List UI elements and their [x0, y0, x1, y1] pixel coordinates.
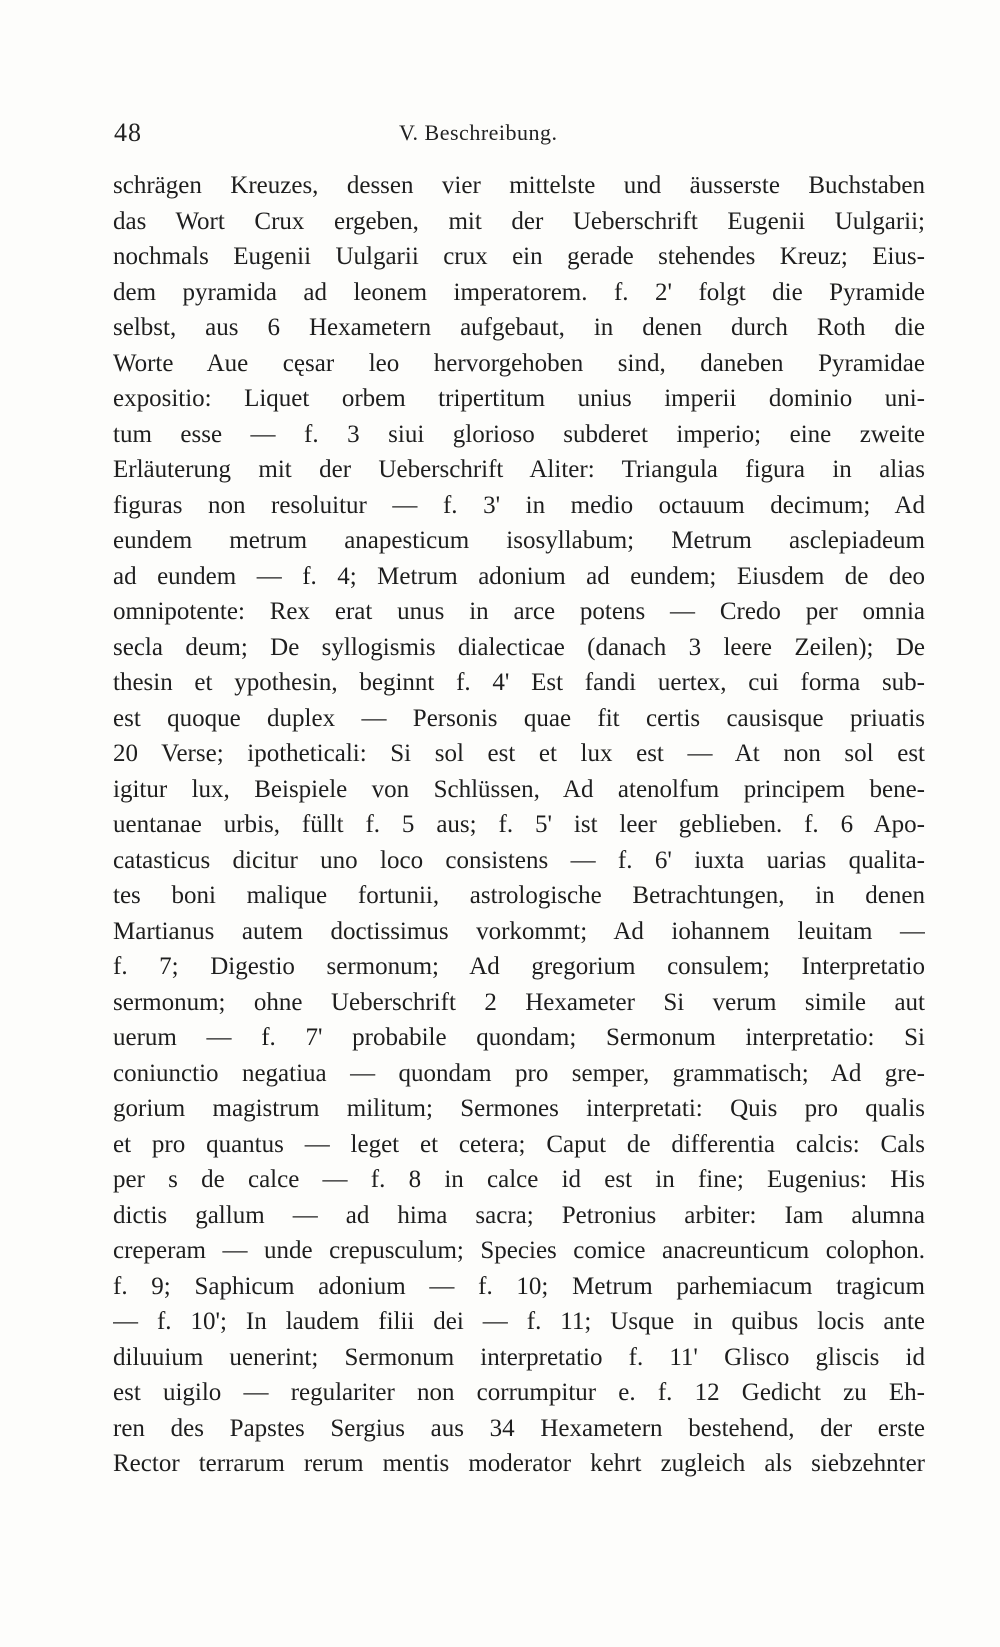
text-line: et pro quantus — leget et cetera; Caput de differentia calcis: Cals [113, 1130, 925, 1158]
text-line: est quoque duplex — Personis quae fit certis causisque priuatis [113, 704, 925, 732]
text-line: tes boni malique fortunii, astrologische Betrachtungen, in denen [113, 882, 925, 909]
text-line: thesin et ypothesin, beginnt f. 4' Est fandi uertex, cui forma sub- [113, 669, 925, 696]
text-line: dictis gallum — ad hima sacra; Petronius arbiter: Iam alumna [113, 1201, 925, 1229]
text-line: igitur lux, Beispiele von Schlüssen, Ad atenolfum principem bene- [113, 775, 925, 803]
text-line: figuras non resoluitur — f. 3' in medio octauum decimum; Ad [113, 491, 925, 519]
text-line: uerum — f. 7' probabile quondam; Sermonum interpretatio: Si [113, 1024, 925, 1051]
body-text [113, 168, 925, 1482]
text-line: tum esse — f. 3 siui glorioso subderet imperio; eine zweite [113, 420, 925, 448]
page-number: 48 [114, 118, 142, 147]
text-line: Rector terrarum rerum mentis moderator kehrt zugleich als siebzehnter [113, 1450, 925, 1477]
text-line: expositio: Liquet orbem tripertitum unius imperii dominio uni- [113, 385, 925, 412]
text-line: uentanae urbis, füllt f. 5 aus; f. 5' ist leer geblieben. f. 6 Apo- [113, 811, 925, 838]
text-line: ad eundem — f. 4; Metrum adonium ad eundem; Eiusdem de deo [113, 562, 925, 590]
text-line: — f. 10'; In laudem filii dei — f. 11; Usque in quibus locis ante [113, 1308, 925, 1335]
text-line: diluuium uenerint; Sermonum interpretatio f. 11' Glisco gliscis id [113, 1343, 925, 1371]
text-line: secla deum; De syllogismis dialecticae (danach 3 leere Zeilen); De [113, 633, 925, 661]
text-line: Worte Aue cęsar leo hervorgehoben sind, daneben Pyramidae [113, 349, 925, 377]
text-line: f. 7; Digestio sermonum; Ad gregorium consulem; Interpretatio [113, 953, 925, 980]
text-line: gorium magistrum militum; Sermones interpretati: Quis pro qualis [113, 1095, 925, 1122]
text-line: f. 9; Saphicum adonium — f. 10; Metrum parhemiacum tragicum [113, 1272, 925, 1300]
text-line: ren des Papstes Sergius aus 34 Hexametern bestehend, der erste [113, 1414, 925, 1442]
text-line: per s de calce — f. 8 in calce id est in fine; Eugenius: His [113, 1166, 925, 1193]
text-line: schrägen Kreuzes, dessen vier mittelste und äusserste Buchstaben [113, 172, 925, 199]
text-line: das Wort Crux ergeben, mit der Ueberschrift Eugenii Uulgarii; [113, 207, 925, 235]
text-line: nochmals Eugenii Uulgarii crux ein gerade stehendes Kreuz; Eius- [113, 243, 925, 270]
text-line: 20 Verse; ipotheticali: Si sol est et lux est — At non sol est [113, 740, 925, 767]
page-header [114, 118, 924, 154]
running-head: V. Beschreibung. [399, 120, 558, 145]
text-line: catasticus dicitur uno loco consistens — f. 6' iuxta uarias qualita- [113, 846, 925, 874]
text-line: omnipotente: Rex erat unus in arce potens — Credo per omnia [113, 598, 925, 625]
text-line: Martianus autem doctissimus vorkommt; Ad iohannem leuitam — [113, 917, 925, 945]
text-line: Erläuterung mit der Ueberschrift Aliter: Triangula figura in alias [113, 456, 925, 483]
text-line: sermonum; ohne Ueberschrift 2 Hexameter Si verum simile aut [113, 988, 925, 1016]
text-line: eundem metrum anapesticum isosyllabum; Metrum asclepiadeum [113, 527, 925, 554]
text-line: dem pyramida ad leonem imperatorem. f. 2' folgt die Pyramide [113, 278, 925, 306]
text-line: selbst, aus 6 Hexametern aufgebaut, in denen durch Roth die [113, 314, 925, 341]
text-line: est uigilo — regulariter non corrumpitur e. f. 12 Gedicht zu Eh- [113, 1379, 925, 1406]
text-line: coniunctio negatiua — quondam pro semper, grammatisch; Ad gre- [113, 1059, 925, 1087]
text-line: creperam — unde crepusculum; Species comice anacreunticum colophon. [113, 1237, 925, 1264]
